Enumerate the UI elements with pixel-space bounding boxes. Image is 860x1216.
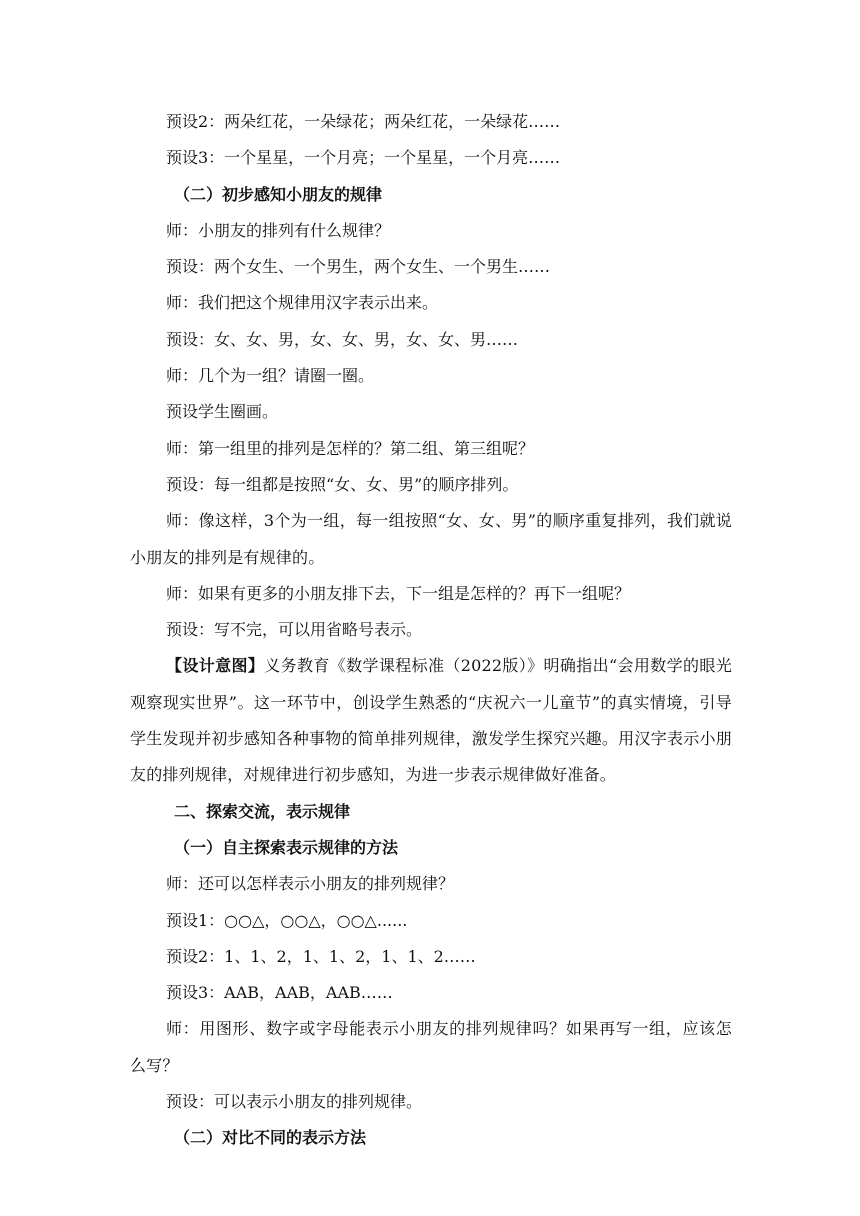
paragraph-teacher-question-6: 师：用图形、数字或字母能表示小朋友的排列规律吗？如果再写一组，应该怎么写？ <box>130 1019 732 1075</box>
paragraph-preset-2: 预设2：两朵红花，一朵绿花；两朵红花，一朵绿花…… <box>166 112 561 131</box>
paragraph-teacher-question-5: 师：还可以怎样表示小朋友的排列规律？ <box>166 874 455 894</box>
paragraph-teacher-question-2: 师：几个为一组？请圈一圈。 <box>166 366 375 386</box>
paragraph-preset-letters: 预设3：AAB，AAB，AAB…… <box>166 983 393 1003</box>
document-body <box>130 104 732 1157</box>
subheading-initial-perception: （二）初步感知小朋友的规律 <box>174 184 383 204</box>
paragraph-preset-numbers: 预设2：1、1、2，1、1、2，1、1、2…… <box>166 946 476 966</box>
paragraph-preset-answer-5: 预设：可以表示小朋友的排列规律。 <box>166 1092 423 1112</box>
paragraph-teacher-question-1: 师：小朋友的排列有什么规律？ <box>166 220 391 240</box>
design-intent-text: 义务教育《数学课程标准（2022版）》明确指出“会用数学的眼光观察现实世界”。这一环节中，创设学生熟悉的“庆祝六一儿童节”的真实情境，引导学生发现并初步感知各种事物的简单排列规律，激发学生探究兴趣。用汉字表示小朋友的排列规律，对规律进行初步感知，为进一步表示规律做好准备。 <box>130 656 732 785</box>
paragraph-preset-answer-4: 预设：写不完，可以用省略号表示。 <box>166 620 423 640</box>
section-heading-explore: 二、探索交流，表示规律 <box>174 801 351 821</box>
paragraph-preset-answer-3: 预设：每一组都是按照“女、女、男”的顺序排列。 <box>166 474 519 494</box>
paragraph-preset-3: 预设3：一个星星，一个月亮；一个星星，一个月亮…… <box>166 148 561 168</box>
design-intent-paragraph <box>130 648 732 793</box>
paragraph-preset-shapes: 预设1：○○△，○○△，○○△...... <box>166 910 408 930</box>
paragraph-preset-circle: 预设学生圈画。 <box>166 402 279 422</box>
paragraph-preset-answer-1: 预设：两个女生、一个男生，两个女生、一个男生…… <box>166 257 551 277</box>
paragraph-teacher-question-4: 师：如果有更多的小朋友排下去，下一组是怎样的？再下一组呢？ <box>166 583 631 603</box>
design-intent-label: 【设计意图】 <box>166 656 265 676</box>
subheading-compare-methods: （二）对比不同的表示方法 <box>174 1128 367 1148</box>
paragraph-teacher-question-3: 师：第一组里的排列是怎样的？第二组、第三组呢？ <box>166 438 535 458</box>
paragraph-teacher-summary: 师：像这样，3个为一组，每一组按照“女、女、男”的顺序重复排列，我们就说小朋友的排列是有规律的。 <box>130 511 732 567</box>
paragraph-preset-answer-2: 预设：女、女、男，女、女、男，女、女、男…… <box>166 329 519 349</box>
subheading-self-explore: （一）自主探索表示规律的方法 <box>174 837 399 857</box>
paragraph-teacher-instruction-1: 师：我们把这个规律用汉字表示出来。 <box>166 293 439 313</box>
